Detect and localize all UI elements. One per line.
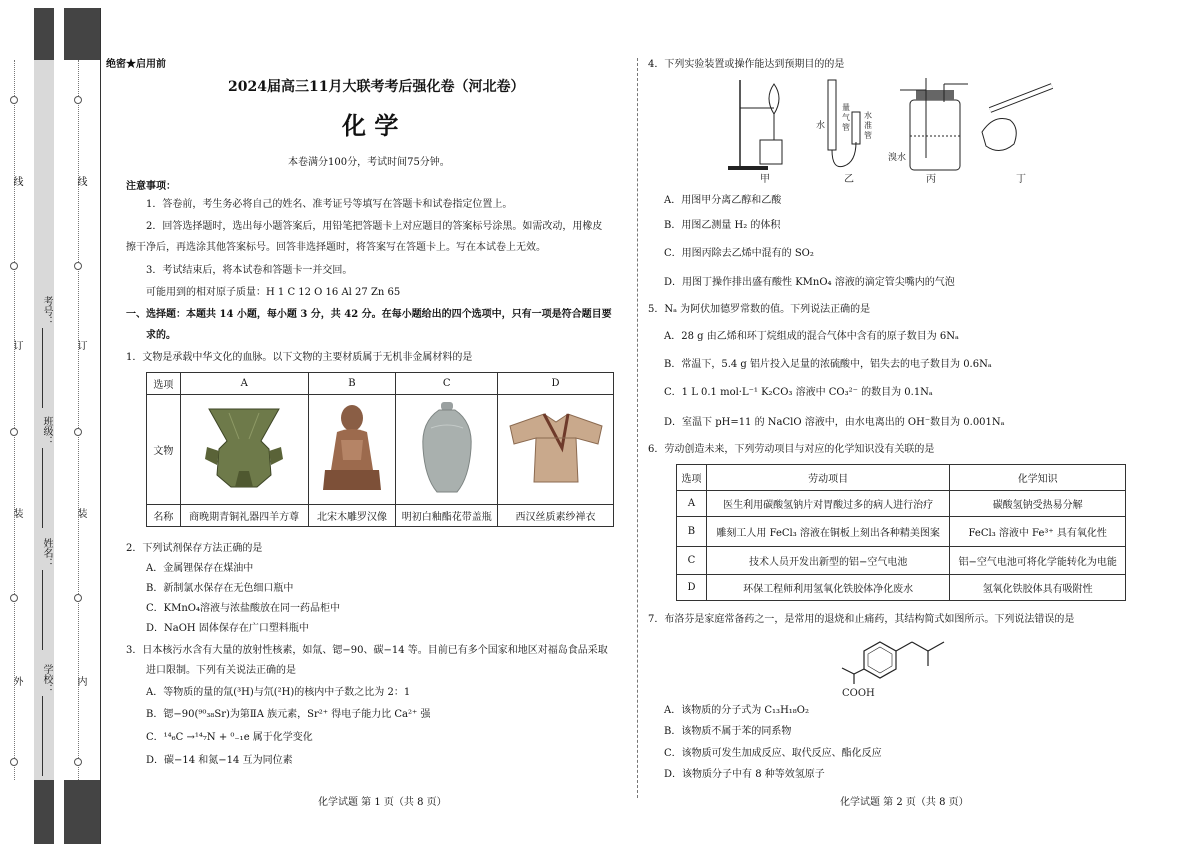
- artifact-wooden-luohan: [308, 395, 396, 505]
- table-header: B: [308, 373, 396, 395]
- row-label: 文物: [147, 395, 181, 505]
- q7-stem: 7．布洛芬是家庭常备药之一，是常用的退烧和止痛药，其结构简式如图所示。下列说法错误的是: [648, 614, 1075, 625]
- seal-word: 外: [11, 676, 22, 686]
- artifact-name: 明初白釉酯花带盖瓶: [396, 505, 498, 527]
- binding-bar-bottom-right: [64, 780, 100, 844]
- q2-option: A．金属锂保存在煤油中: [146, 563, 254, 574]
- q3-option: D．碳−14 和氮−14 互为同位素: [146, 755, 293, 766]
- q6-table: [676, 464, 1126, 601]
- school-field-label: 学校：: [41, 664, 52, 694]
- table-cell: A: [677, 491, 707, 517]
- figure-label: 丁: [1016, 174, 1026, 185]
- artifact-silk-robe: [498, 395, 614, 505]
- table-cell: 氢氧化铁胶体具有吸附性: [950, 575, 1126, 601]
- atomic-mass-note: 可能用到的相对原子质量：H 1 C 12 O 16 Al 27 Zn 65: [146, 287, 401, 298]
- secret-mark: 绝密★启用前: [106, 59, 166, 70]
- table-cell: FeCl₃ 溶液中 Fe³⁺ 具有氧化性: [950, 517, 1126, 547]
- class-field-line[interactable]: [42, 448, 43, 528]
- label-burette: 量: [842, 103, 850, 112]
- page-footer: 化学试题 第 2 页（共 8 页）: [840, 797, 969, 808]
- notice-title: 注意事项：: [126, 181, 176, 192]
- artifact-name: 西汉丝质素纱禅衣: [498, 505, 614, 527]
- label-burette: 管: [842, 123, 850, 132]
- notice-line: 2．回答选择题时，选出每小题答案后，用铅笔把答题卡上对应题目的答案标号涂黑。如需改动，用橡皮: [146, 221, 603, 232]
- page-divider: [637, 58, 638, 798]
- class-field-label: 班级：: [41, 416, 52, 446]
- table-header: 化学知识: [950, 465, 1126, 491]
- exam-number-field-line[interactable]: [42, 328, 43, 408]
- table-cell: B: [677, 517, 707, 547]
- q5-stem: 5．Nₐ 为阿伏加德罗常数的值。下列说法正确的是: [648, 304, 871, 315]
- binding-bar-top-right: [64, 8, 100, 60]
- name-field-label: 姓名：: [41, 538, 52, 568]
- label-leveling-tube: 准: [864, 121, 872, 130]
- score-note: 本卷满分100分，考试时间75分钟。: [288, 157, 450, 168]
- artifact-bronze-zun: [180, 395, 308, 505]
- table-header: C: [396, 373, 498, 395]
- seal-line-outer: [14, 60, 15, 780]
- binding-bar-bottom-left: [34, 780, 54, 844]
- q3-option: A．等物质的量的氚(³H)与氘(²H)的核内中子数之比为 2：1: [146, 687, 411, 698]
- table-header: 劳动项目: [706, 465, 949, 491]
- artifact-name: 北宋木雕罗汉像: [308, 505, 396, 527]
- q3-stem: 3．日本核污水含有大量的放射性核素，如氚、锶−90、碳−14 等。目前已有多个国家和地区对福岛食品采取: [126, 645, 608, 656]
- seal-word: 内: [75, 676, 86, 686]
- table-cell: 环保工程师利用氢氧化铁胶体净化废水: [706, 575, 949, 601]
- row-label: 名称: [147, 505, 181, 527]
- table-header: D: [498, 373, 614, 395]
- table-header: A: [180, 373, 308, 395]
- name-field-line[interactable]: [42, 570, 43, 650]
- binding-bar-top-left: [34, 8, 54, 60]
- binding-hole: [10, 262, 18, 270]
- q5-option: C．1 L 0.1 mol·L⁻¹ K₂CO₃ 溶液中 CO₃²⁻ 的数目为 0.1Nₐ: [664, 387, 933, 398]
- q6-stem: 6．劳动创造未来，下列劳动项目与对应的化学知识没有关联的是: [648, 444, 935, 455]
- q7-option: C．该物质可发生加成反应、取代反应、酯化反应: [664, 748, 882, 759]
- seal-line-inner: [78, 60, 79, 780]
- figure-label: 甲: [760, 174, 770, 185]
- q7-option: D．该物质分子中有 8 种等效氢原子: [664, 769, 825, 780]
- seal-word: 订: [11, 340, 22, 350]
- notice-line: 擦干净后，再选涂其他答案标号。回答非选择题时，将答案写在答题卡上。写在本试卷上无效。: [126, 242, 546, 253]
- binding-hole: [74, 96, 82, 104]
- label-water: 水: [816, 121, 826, 131]
- q7-option: A．该物质的分子式为 C₁₃H₁₈O₂: [664, 705, 810, 716]
- q2-option: C．KMnO₄溶液与浓盐酸放在同一药品柜中: [146, 603, 341, 614]
- ibuprofen-structure: [840, 634, 970, 698]
- artifact-name: 商晚期青铜礼器四羊方尊: [180, 505, 308, 527]
- q4-apparatus-figure: [720, 74, 1080, 186]
- section-1-heading: 求的。: [146, 330, 176, 341]
- seal-word: 线: [11, 176, 22, 186]
- exam-title: 2024届高三11月大联考考后强化卷（河北卷）: [228, 79, 525, 95]
- q5-option: A．28 g 由乙烯和环丁烷组成的混合气体中含有的原子数目为 6Nₐ: [664, 331, 959, 342]
- page-footer: 化学试题 第 1 页（共 8 页）: [318, 797, 447, 808]
- table-header: 选项: [677, 465, 707, 491]
- figure-label: 丙: [926, 174, 936, 185]
- table-header: 选项: [147, 373, 181, 395]
- q5-option: D．室温下 pH=11 的 NaClO 溶液中，由水电离出的 OH⁻数目为 0.001Nₐ: [664, 417, 1005, 428]
- notice-line: 1．答卷前，考生务必将自己的姓名、准考证号等填写在答题卡和试卷指定位置上。: [146, 199, 513, 210]
- binding-hole: [10, 758, 18, 766]
- binding-hole: [74, 594, 82, 602]
- binding-border: [100, 8, 101, 844]
- table-cell: 雕刻工人用 FeCl₃ 溶液在铜板上刻出各种精美图案: [706, 517, 949, 547]
- notice-line: 3．考试结束后，将本试卷和答题卡一并交回。: [146, 265, 353, 276]
- subject-title: 化 学: [342, 111, 399, 140]
- carboxyl-label: COOH: [842, 688, 875, 698]
- q4-option: C．用图丙除去乙烯中混有的 SO₂: [664, 248, 814, 259]
- q4-option: B．用图乙测量 H₂ 的体积: [664, 220, 781, 231]
- table-cell: 医生利用碳酸氢钠片对胃酸过多的病人进行治疗: [706, 491, 949, 517]
- q3-option: B．锶−90(⁹⁰₃₈Sr)为第ⅡA 族元素，Sr²⁺ 得电子能力比 Ca²⁺ 强: [146, 709, 431, 720]
- artifact-white-glaze-vase: [396, 395, 498, 505]
- q1-stem: 1．文物是承载中华文化的血脉。以下文物的主要材质属于无机非金属材料的是: [126, 352, 473, 363]
- binding-hole: [10, 428, 18, 436]
- q7-option: B．该物质不属于苯的同系物: [664, 726, 792, 737]
- binding-hole: [74, 262, 82, 270]
- table-cell: 碳酸氢钠受热易分解: [950, 491, 1126, 517]
- binding-hole: [10, 96, 18, 104]
- exam-number-field-label: 考号：: [41, 296, 52, 326]
- label-bromine-water: 溴水: [888, 153, 907, 163]
- q3-stem: 进口限制。下列有关说法正确的是: [146, 665, 296, 676]
- q4-option: A．用图甲分离乙醇和乙酸: [664, 195, 782, 206]
- school-field-line[interactable]: [42, 696, 43, 776]
- table-cell: 技术人员开发出新型的铝−空气电池: [706, 547, 949, 575]
- seal-word: 装: [11, 508, 22, 518]
- q2-option: B．新制氯水保存在无色细口瓶中: [146, 583, 294, 594]
- table-cell: D: [677, 575, 707, 601]
- q2-stem: 2．下列试剂保存方法正确的是: [126, 543, 263, 554]
- figure-label: 乙: [844, 174, 854, 185]
- label-burette: 气: [842, 113, 850, 122]
- q2-option: D．NaOH 固体保存在广口塑料瓶中: [146, 623, 309, 634]
- section-1-heading: 一、选择题：本题共 14 小题，每小题 3 分，共 42 分。在每小题给出的四个选项中，只有一项是符合题目要: [126, 309, 612, 320]
- q4-stem: 4．下列实验装置或操作能达到预期目的的是: [648, 59, 845, 70]
- table-cell: C: [677, 547, 707, 575]
- binding-hole: [74, 428, 82, 436]
- q5-option: B．常温下，5.4 g 铝片投入足量的浓硫酸中，铝失去的电子数目为 0.6Nₐ: [664, 359, 992, 370]
- label-leveling-tube: 管: [864, 131, 872, 140]
- seal-word: 装: [75, 508, 86, 518]
- q4-option: D．用图丁操作排出盛有酸性 KMnO₄ 溶液的滴定管尖嘴内的气泡: [664, 277, 955, 288]
- table-cell: 铝−空气电池可将化学能转化为电能: [950, 547, 1126, 575]
- seal-word: 订: [75, 340, 86, 350]
- seal-word: 线: [75, 176, 86, 186]
- binding-hole: [10, 594, 18, 602]
- label-leveling-tube: 水: [864, 111, 872, 120]
- binding-hole: [74, 758, 82, 766]
- q1-table: [146, 372, 614, 527]
- q3-option: C．¹⁴₆C →¹⁴₇N + ⁰₋₁e 属于化学变化: [146, 732, 313, 743]
